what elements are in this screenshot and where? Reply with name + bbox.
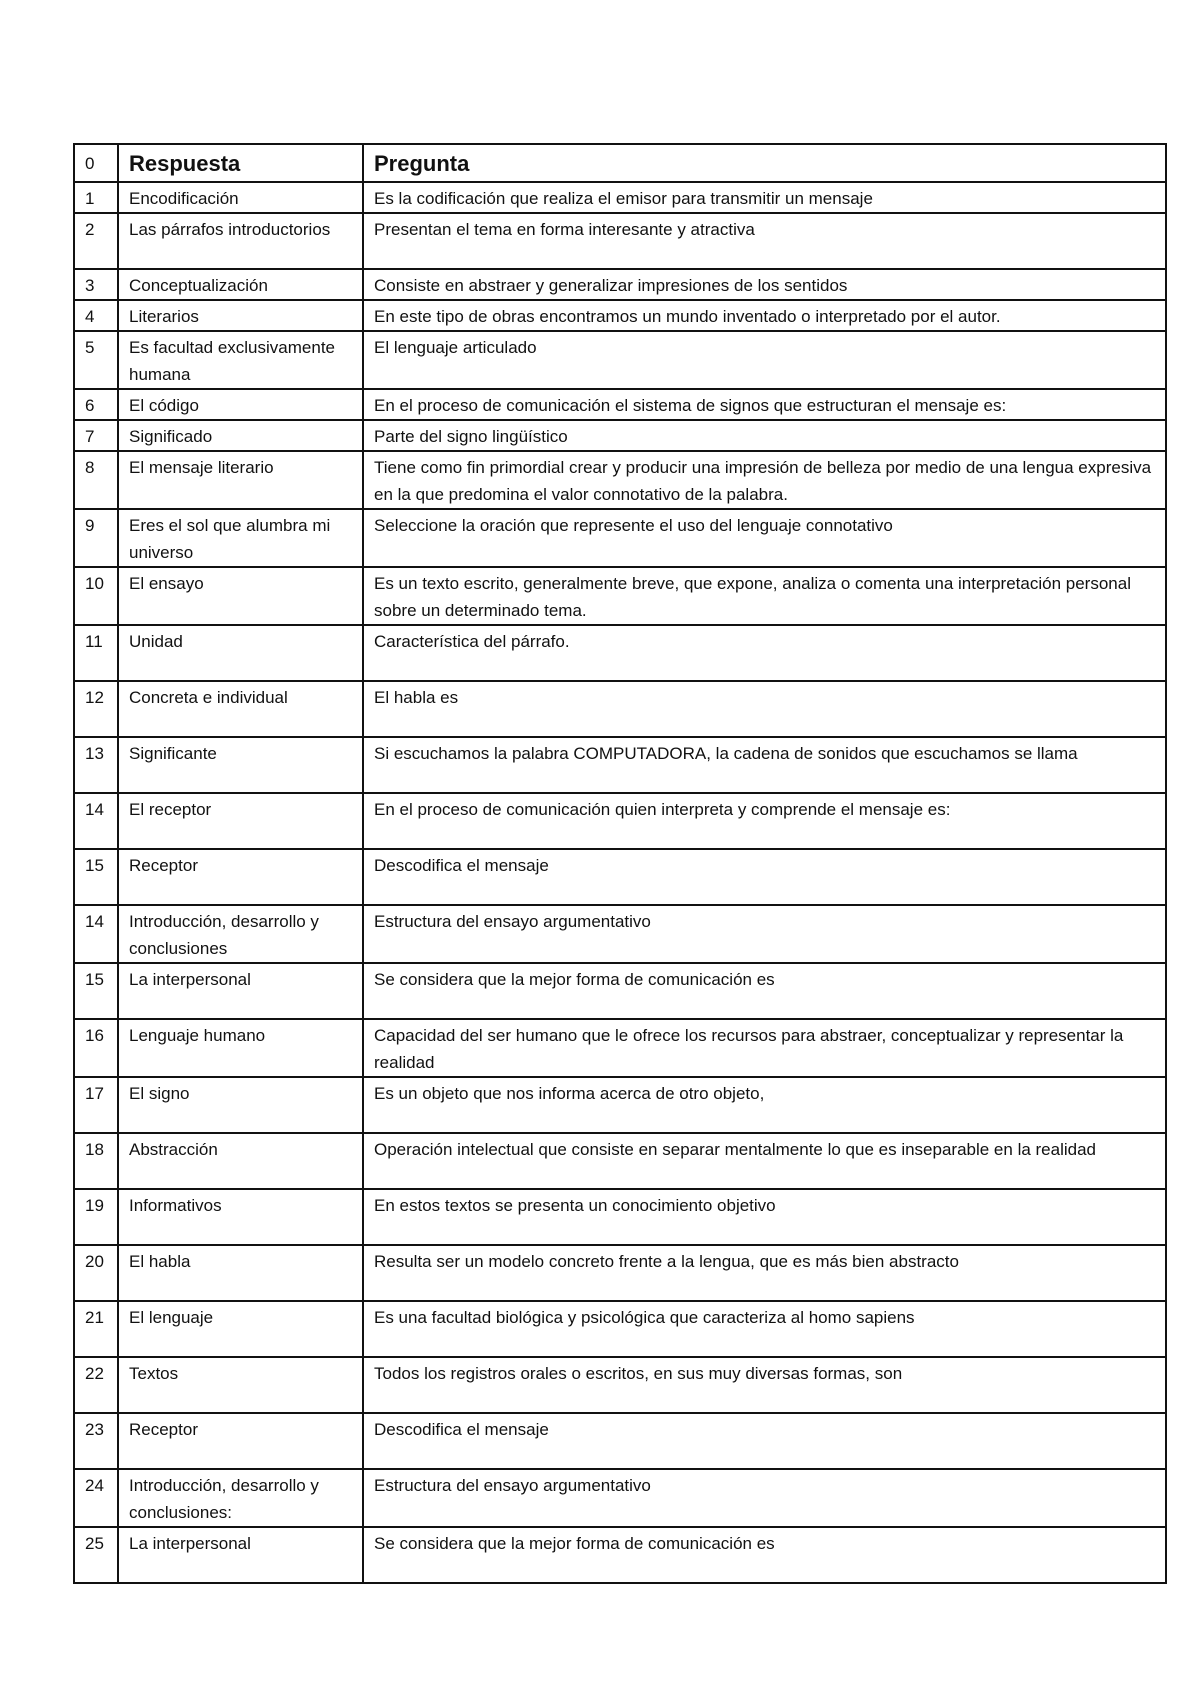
row-number: 18 <box>74 1133 118 1189</box>
row-number: 20 <box>74 1245 118 1301</box>
row-answer: Significado <box>118 420 363 451</box>
row-answer: Concreta e individual <box>118 681 363 737</box>
row-answer: Informativos <box>118 1189 363 1245</box>
table-row <box>74 1357 1166 1413</box>
row-number: 9 <box>74 509 118 567</box>
row-number: 14 <box>74 905 118 963</box>
row-number: 15 <box>74 963 118 1019</box>
row-question: El lenguaje articulado <box>363 331 1166 389</box>
row-question: Es un texto escrito, generalmente breve, que expone, analiza o comenta una interpretación personal sobre un determinado tema. <box>363 567 1166 625</box>
row-question: Estructura del ensayo argumentativo <box>363 1469 1166 1527</box>
row-answer: Eres el sol que alumbra mi universo <box>118 509 363 567</box>
row-number: 16 <box>74 1019 118 1077</box>
row-number: 3 <box>74 269 118 300</box>
row-answer: Unidad <box>118 625 363 681</box>
table-row <box>74 567 1166 625</box>
row-number: 11 <box>74 625 118 681</box>
row-answer: Receptor <box>118 1413 363 1469</box>
row-question: Se considera que la mejor forma de comunicación es <box>363 1527 1166 1583</box>
row-question: Consiste en abstraer y generalizar impresiones de los sentidos <box>363 269 1166 300</box>
row-number: 24 <box>74 1469 118 1527</box>
row-number: 4 <box>74 300 118 331</box>
table-row <box>74 1245 1166 1301</box>
header-number: 0 <box>74 144 118 182</box>
header-answer: Respuesta <box>118 144 363 182</box>
table-row <box>74 1413 1166 1469</box>
table-row <box>74 1301 1166 1357</box>
row-answer: Introducción, desarrollo y conclusiones <box>118 905 363 963</box>
row-number: 12 <box>74 681 118 737</box>
table-row <box>74 1019 1166 1077</box>
row-answer: Abstracción <box>118 1133 363 1189</box>
row-answer: La interpersonal <box>118 963 363 1019</box>
row-answer: El habla <box>118 1245 363 1301</box>
row-answer: El código <box>118 389 363 420</box>
row-answer: Textos <box>118 1357 363 1413</box>
row-number: 22 <box>74 1357 118 1413</box>
table-row <box>74 213 1166 269</box>
row-number: 14 <box>74 793 118 849</box>
table-row <box>74 905 1166 963</box>
table-row <box>74 420 1166 451</box>
row-answer: El lenguaje <box>118 1301 363 1357</box>
row-number: 7 <box>74 420 118 451</box>
table-row <box>74 1527 1166 1583</box>
table-row <box>74 269 1166 300</box>
table-row <box>74 737 1166 793</box>
row-answer: Receptor <box>118 849 363 905</box>
row-answer: El signo <box>118 1077 363 1133</box>
table-row <box>74 681 1166 737</box>
row-question: En este tipo de obras encontramos un mundo inventado o interpretado por el autor. <box>363 300 1166 331</box>
row-number: 6 <box>74 389 118 420</box>
row-question: Presentan el tema en forma interesante y atractiva <box>363 213 1166 269</box>
row-number: 5 <box>74 331 118 389</box>
row-question: Si escuchamos la palabra COMPUTADORA, la cadena de sonidos que escuchamos se llama <box>363 737 1166 793</box>
row-answer: Lenguaje humano <box>118 1019 363 1077</box>
row-question: Todos los registros orales o escritos, en sus muy diversas formas, son <box>363 1357 1166 1413</box>
row-answer: Significante <box>118 737 363 793</box>
row-number: 17 <box>74 1077 118 1133</box>
row-answer: Conceptualización <box>118 269 363 300</box>
row-number: 2 <box>74 213 118 269</box>
row-question: Parte del signo lingüístico <box>363 420 1166 451</box>
table-row <box>74 1189 1166 1245</box>
table-row <box>74 1469 1166 1527</box>
row-number: 8 <box>74 451 118 509</box>
row-answer: El receptor <box>118 793 363 849</box>
header-question: Pregunta <box>363 144 1166 182</box>
table-row <box>74 451 1166 509</box>
row-number: 1 <box>74 182 118 213</box>
row-number: 25 <box>74 1527 118 1583</box>
row-question: Descodifica el mensaje <box>363 849 1166 905</box>
row-answer: Introducción, desarrollo y conclusiones: <box>118 1469 363 1527</box>
row-question: Característica del párrafo. <box>363 625 1166 681</box>
row-question: Se considera que la mejor forma de comunicación es <box>363 963 1166 1019</box>
table-row <box>74 963 1166 1019</box>
header-row <box>74 144 1166 182</box>
row-question: Estructura del ensayo argumentativo <box>363 905 1166 963</box>
row-number: 21 <box>74 1301 118 1357</box>
qa-table <box>73 143 1167 1584</box>
table-row <box>74 389 1166 420</box>
row-question: En el proceso de comunicación el sistema de signos que estructuran el mensaje es: <box>363 389 1166 420</box>
table-row <box>74 849 1166 905</box>
table-row <box>74 182 1166 213</box>
row-question: Es la codificación que realiza el emisor para transmitir un mensaje <box>363 182 1166 213</box>
row-question: En estos textos se presenta un conocimiento objetivo <box>363 1189 1166 1245</box>
row-question: Es una facultad biológica y psicológica que caracteriza al homo sapiens <box>363 1301 1166 1357</box>
row-answer: El mensaje literario <box>118 451 363 509</box>
row-answer: Es facultad exclusivamente humana <box>118 331 363 389</box>
row-question: En el proceso de comunicación quien interpreta y comprende el mensaje es: <box>363 793 1166 849</box>
table-row <box>74 300 1166 331</box>
row-number: 13 <box>74 737 118 793</box>
row-question: El habla es <box>363 681 1166 737</box>
row-question: Resulta ser un modelo concreto frente a la lengua, que es más bien abstracto <box>363 1245 1166 1301</box>
row-question: Seleccione la oración que represente el uso del lenguaje connotativo <box>363 509 1166 567</box>
row-answer: Las párrafos introductorios <box>118 213 363 269</box>
row-number: 15 <box>74 849 118 905</box>
row-number: 10 <box>74 567 118 625</box>
table-row <box>74 625 1166 681</box>
row-question: Tiene como fin primordial crear y producir una impresión de belleza por medio de una lengua expresiva en la que predomina el valor connotativo de la palabra. <box>363 451 1166 509</box>
row-number: 19 <box>74 1189 118 1245</box>
table-row <box>74 1133 1166 1189</box>
row-question: Es un objeto que nos informa acerca de otro objeto, <box>363 1077 1166 1133</box>
table-row <box>74 331 1166 389</box>
row-question: Descodifica el mensaje <box>363 1413 1166 1469</box>
row-question: Operación intelectual que consiste en separar mentalmente lo que es inseparable en la realidad <box>363 1133 1166 1189</box>
row-number: 23 <box>74 1413 118 1469</box>
row-answer: La interpersonal <box>118 1527 363 1583</box>
row-answer: El ensayo <box>118 567 363 625</box>
table-row <box>74 1077 1166 1133</box>
table-row <box>74 793 1166 849</box>
row-answer: Encodificación <box>118 182 363 213</box>
row-answer: Literarios <box>118 300 363 331</box>
row-question: Capacidad del ser humano que le ofrece los recursos para abstraer, conceptualizar y representar la realidad <box>363 1019 1166 1077</box>
table-row <box>74 509 1166 567</box>
